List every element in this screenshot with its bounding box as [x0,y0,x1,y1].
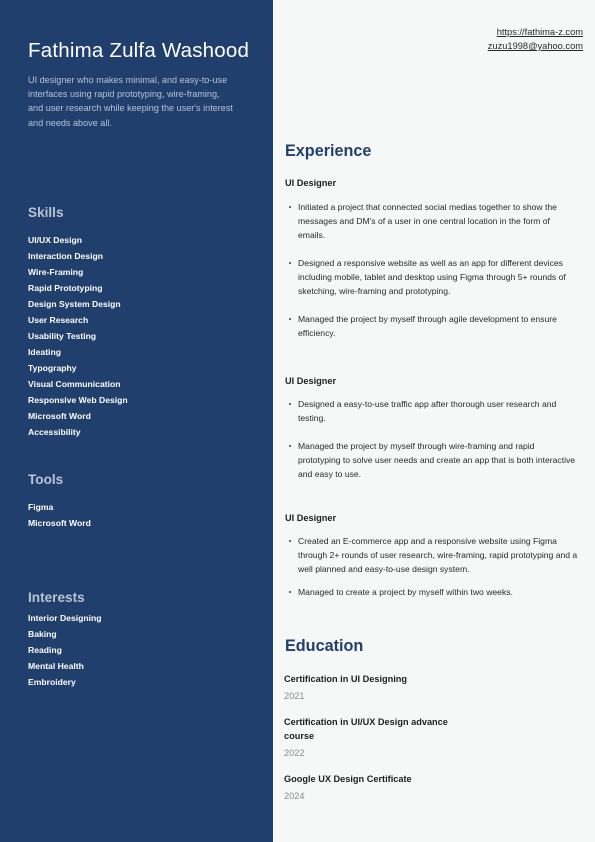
tool-item: Microsoft Word [28,518,91,528]
skill-item: Wire-Framing [28,267,84,277]
tools-heading: Tools [28,472,64,487]
bullet-text: Designed a responsive website as well as an app for different devices including mobile, tablet and desktop using Figma through 5+ rounds of sketching, wire-framing and prototyping. [298,258,566,296]
education-heading: Education [285,637,364,655]
experience-bullet [289,312,579,340]
skill-item: Usability Testing [28,331,97,341]
website-link[interactable]: https://fathima-z.com [496,27,583,37]
education-year: 2021 [284,691,305,701]
skill-item: Accessibility [28,427,81,437]
education-year: 2024 [284,791,305,801]
job-title: UI Designer [285,178,337,188]
skill-item: UI/UX Design [28,235,82,245]
experience-bullet [289,397,579,425]
skill-item: Interaction Design [28,251,103,261]
bullet-text: Designed a easy-to-use traffic app after thorough user research and testing. [298,399,557,423]
skill-item: Responsive Web Design [28,395,128,405]
education-title: Certification in UI/UX Design advance course [284,717,448,741]
bullet-text: Created an E-commerce app and a responsive website using Figma through 2+ rounds of user research, wire-framing, rapid prototyping and a well planned and easy-to-use design system. [298,536,578,574]
tool-item: Figma [28,502,54,512]
skills-heading: Skills [28,205,64,220]
bullet-text: Managed the project by myself through agile development to ensure efficiency. [298,314,557,338]
experience-bullet [289,256,579,298]
skill-item: Typography [28,363,77,373]
skills-list [28,232,128,440]
experience-bullet [289,585,579,599]
bullet-text: Managed the project by myself through wire-framing and rapid prototyping to solve user needs and create an app that is both interactive and easy to use. [298,441,576,479]
interest-item: Interior Designing [28,613,102,623]
skill-item: Ideating [28,347,61,357]
interests-list [28,610,102,690]
tools-list [28,499,91,531]
skill-item: Visual Communication [28,379,121,389]
email-link[interactable]: zuzu1998@yahoo.com [487,41,583,51]
skill-item: Rapid Prototyping [28,283,103,293]
education-title: Certification in UI Designing [284,674,408,684]
skill-item: User Research [28,315,89,325]
experience-bullet [289,200,579,242]
sidebar [0,0,273,842]
job-title: UI Designer [285,513,337,523]
bullet-text: Managed to create a project by myself within two weeks. [298,587,513,597]
profile-summary: UI designer who makes minimal, and easy-to-use interfaces using rapid prototyping, wire-framing, and user research while keeping the user's interest and needs above all. [28,75,233,128]
experience-bullet [289,534,579,576]
interest-item: Mental Health [28,661,84,671]
experience-heading: Experience [285,142,372,160]
education-title: Google UX Design Certificate [284,774,412,784]
education-year: 2022 [284,748,305,758]
interest-item: Baking [28,629,57,639]
skill-item: Microsoft Word [28,411,91,421]
job-title: UI Designer [285,376,337,386]
interests-heading: Interests [28,590,85,605]
applicant-name: Fathima Zulfa Washood [28,39,250,62]
skill-item: Design System Design [28,299,121,309]
interest-item: Reading [28,645,62,655]
interest-item: Embroidery [28,677,76,687]
experience-bullet [289,439,579,481]
bullet-text: Initiated a project that connected social medias together to show the messages and DM's of a user in one central location in the form of emails. [298,202,557,240]
